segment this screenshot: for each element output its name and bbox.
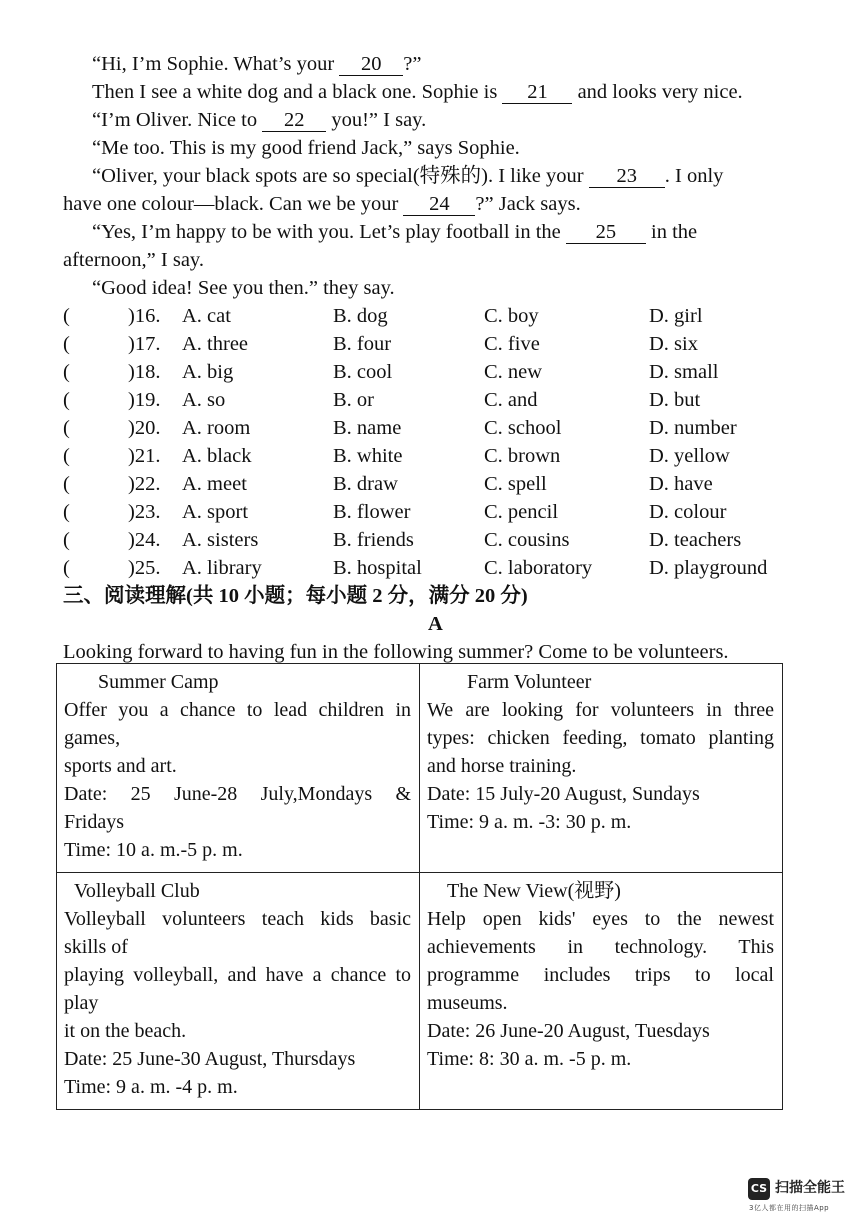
option-d: D. have [649,473,713,495]
option-d: D. yellow [649,445,730,467]
ad-volleyball-club: Volleyball Club Volleyball volunteers teach kids basic skills of playing volleyball, and have a chance to play it on the beach. Date: 25 June-30 August, Thursdays Time: 9 a. m. -4 p. m. [57,873,420,1110]
passage-line-1: “Hi, I’m Sophie. What’s your 20 ?” [92,53,422,75]
question-number: )21. [128,445,161,467]
answer-paren: ( [63,557,70,579]
ad-title: Summer Camp [98,671,219,693]
option-a: A. sport [182,501,249,523]
ad-farm-volunteer: Farm Volunteer We are looking for volunteers in three types: chicken feeding, tomato planting and horse training. Date: 15 July-20 August, Sundays Time: 9 a. m. -3: 30 p. m. [420,664,783,873]
option-c: C. pencil [484,501,559,523]
option-c: C. cousins [484,529,570,551]
option-b: B. name [333,417,402,439]
section-title: 三、阅读理解(共 10 小题；每小题 2 分，满分 20 分) [63,585,528,607]
answer-paren: ( [63,501,70,523]
question-number: )22. [128,473,161,495]
section-intro: Looking forward to having fun in the following summer? Come to be volunteers. [63,641,729,663]
blank-21: 21 [502,81,572,104]
volunteer-ads-table [56,663,783,1110]
ad-summer-camp: Summer Camp Offer you a chance to lead children in games, sports and art. Date: 25 June-28 July,Mondays & Fridays Time: 10 a. m.-5 p. m. [57,664,420,873]
option-b: B. white [333,445,403,467]
blank-25: 25 [566,221,646,244]
option-a: A. sisters [182,529,259,551]
watermark-name: 扫描全能王 [775,1180,845,1196]
option-d: D. small [649,361,719,383]
option-c: C. spell [484,473,547,495]
answer-paren: ( [63,445,70,467]
option-c: C. school [484,417,562,439]
blank-20: 20 [339,53,403,76]
option-c: C. laboratory [484,557,593,579]
ad-new-view: The New View(视野) Help open kids' eyes to the newest achievements in technology. This programme includes trips to local museums. Date: 26 June-20 August, Tuesdays Time: 8: 30 a. m. -5 p. m. [420,873,783,1110]
passage-line-3: “I’m Oliver. Nice to 22 you!” I say. [92,109,427,131]
question-number: )18. [128,361,161,383]
question-number: )16. [128,305,161,327]
option-d: D. colour [649,501,727,523]
option-a: A. big [182,361,234,383]
option-c: C. brown [484,445,561,467]
passage-line-4: “Me too. This is my good friend Jack,” says Sophie. [92,137,520,159]
option-a: A. room [182,417,251,439]
option-a: A. three [182,333,249,355]
option-b: B. dog [333,305,388,327]
question-number: )20. [128,417,161,439]
answer-paren: ( [63,389,70,411]
option-d: D. number [649,417,737,439]
option-b: B. cool [333,361,393,383]
answer-paren: ( [63,473,70,495]
answer-paren: ( [63,305,70,327]
option-d: D. playground [649,557,768,579]
passage-line-9: “Good idea! See you then.” they say. [92,277,395,299]
option-b: B. flower [333,501,411,523]
ad-title: Farm Volunteer [467,671,592,693]
question-number: )24. [128,529,161,551]
option-a: A. meet [182,473,247,495]
option-c: C. and [484,389,538,411]
option-d: D. six [649,333,698,355]
option-d: D. girl [649,305,703,327]
question-number: )25. [128,557,161,579]
question-number: )19. [128,389,161,411]
option-a: A. black [182,445,252,467]
option-a: A. cat [182,305,231,327]
passage-line-7: “Yes, I’m happy to be with you. Let’s play football in the 25 in the [92,221,698,243]
option-b: B. draw [333,473,398,495]
blank-24: 24 [403,193,475,216]
option-c: C. new [484,361,543,383]
watermark-subtitle: 3亿人都在用的扫描App [749,1204,830,1212]
question-number: )23. [128,501,161,523]
ad-title: Volleyball Club [74,880,200,902]
option-b: B. hospital [333,557,422,579]
option-b: B. or [333,389,374,411]
answer-paren: ( [63,417,70,439]
answer-paren: ( [63,361,70,383]
option-c: C. five [484,333,540,355]
answer-paren: ( [63,333,70,355]
passage-line-6: have one colour—black. Can we be your 24 ?” Jack says. [63,193,581,215]
option-d: D. teachers [649,529,742,551]
blank-22: 22 [262,109,326,132]
option-a: A. so [182,389,226,411]
passage-line-8: afternoon,” I say. [63,249,204,271]
option-a: A. library [182,557,262,579]
passage-line-5: “Oliver, your black spots are so special(特殊的). I like your 23 . I only [92,165,724,187]
question-number: )17. [128,333,161,355]
option-b: B. friends [333,529,414,551]
passage-line-2: Then I see a white dog and a black one. Sophie is 21 and looks very nice. [92,81,743,103]
camscanner-logo-icon: CS [748,1178,770,1200]
option-d: D. but [649,389,701,411]
option-b: B. four [333,333,392,355]
ad-title: The New View(视野) [447,880,621,902]
option-c: C. boy [484,305,539,327]
answer-paren: ( [63,529,70,551]
blank-23: 23 [589,165,665,188]
section-letter: A [428,613,443,635]
